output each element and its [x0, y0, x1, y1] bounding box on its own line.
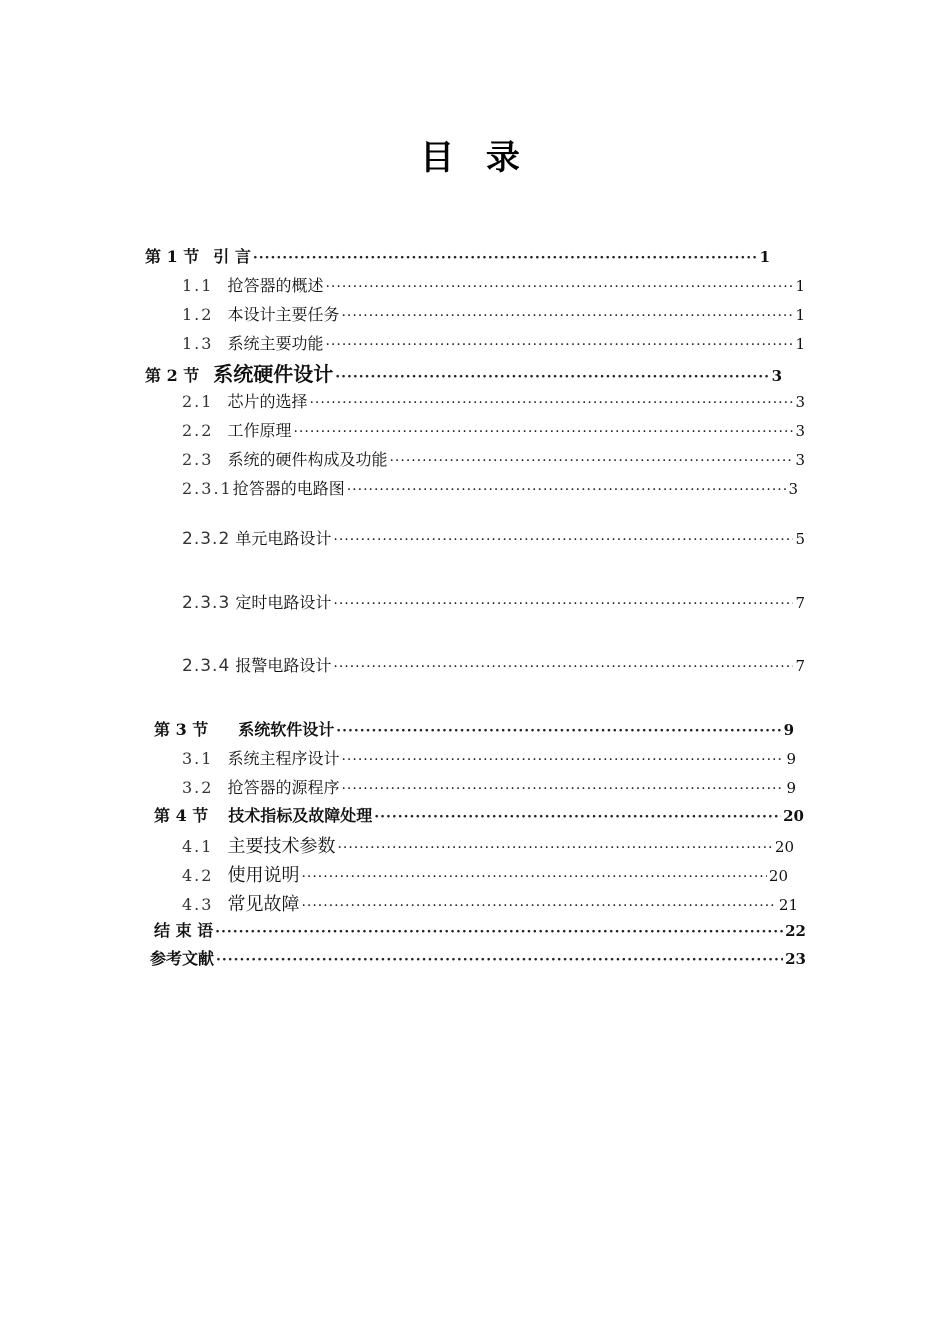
toc-entry-title: 单元电路设计	[235, 529, 332, 548]
toc-leader-dots	[333, 659, 793, 675]
toc-entry-title: 报警电路设计	[235, 656, 332, 675]
toc-entry-title: 使用说明	[227, 865, 300, 886]
toc-entry-2-3-3[interactable]	[182, 590, 805, 613]
toc-entry-section-1[interactable]	[145, 244, 770, 267]
toc-entry-section-4[interactable]	[154, 803, 804, 826]
toc-entry-title: 定时电路设计	[235, 593, 332, 612]
toc-entry-number: 第 3 节	[154, 720, 209, 739]
toc-leader-dots	[215, 924, 783, 940]
toc-entry-number: 3.2	[182, 778, 214, 797]
toc-entry-1-2[interactable]	[182, 302, 805, 325]
toc-entry-title: 系统软件设计	[238, 720, 335, 739]
toc-entry-number: 3.1	[182, 749, 214, 768]
toc-leader-dots	[341, 752, 784, 768]
toc-entry-4-1[interactable]	[182, 832, 794, 858]
toc-entry-page: 9	[786, 750, 796, 768]
toc-entry-number: 2.2	[182, 421, 214, 440]
toc-entry-page: 3	[795, 393, 805, 411]
toc-entry-title: 技术指标及故障处理	[228, 806, 373, 825]
toc-entry-references[interactable]	[150, 946, 806, 969]
toc-leader-dots	[341, 781, 784, 797]
toc-entry-title: 常见故障	[227, 894, 300, 915]
toc-entry-2-2[interactable]	[182, 418, 805, 441]
toc-entry-title: 引 言	[213, 247, 251, 266]
toc-entry-number: 4.2	[182, 866, 214, 885]
toc-entry-number: 2.3.2	[182, 529, 231, 549]
toc-leader-dots	[216, 952, 783, 968]
toc-entry-number: 第 1 节	[145, 247, 200, 266]
toc-entry-title: 工作原理	[227, 421, 292, 440]
toc-leader-dots	[325, 279, 793, 295]
toc-leader-dots	[374, 809, 781, 825]
toc-leader-dots	[333, 596, 793, 612]
toc-entry-page: 21	[778, 896, 798, 914]
toc-entry-title: 参考文献	[150, 949, 215, 968]
toc-leader-dots	[301, 869, 766, 885]
toc-entry-2-3[interactable]	[182, 447, 805, 470]
toc-entry-2-3-2[interactable]	[182, 526, 805, 549]
toc-entry-2-3-4[interactable]	[182, 653, 805, 676]
toc-entry-title: 结 束 语	[154, 921, 214, 940]
toc-leader-dots	[301, 898, 776, 914]
toc-entry-page: 7	[795, 657, 805, 675]
toc-entry-page: 1	[795, 306, 805, 324]
toc-leader-dots	[389, 453, 793, 469]
toc-leader-dots	[325, 337, 793, 353]
document-title: 目 录	[420, 138, 530, 178]
toc-leader-dots	[333, 532, 793, 548]
toc-entry-page: 20	[783, 807, 804, 825]
toc-entry-section-3[interactable]	[154, 717, 794, 740]
toc-leader-dots	[341, 308, 793, 324]
toc-entry-page: 3	[795, 422, 805, 440]
toc-entry-page: 1	[795, 277, 805, 295]
toc-entry-page: 9	[783, 721, 794, 739]
toc-entry-page: 7	[795, 594, 805, 612]
toc-entry-page: 3	[771, 367, 782, 385]
toc-entry-3-1[interactable]	[182, 746, 796, 769]
toc-leader-dots	[335, 369, 769, 385]
toc-entry-title: 系统主要功能	[227, 334, 324, 353]
toc-entry-1-3[interactable]	[182, 331, 805, 354]
toc-entry-3-2[interactable]	[182, 775, 796, 798]
toc-entry-2-1[interactable]	[182, 389, 805, 412]
toc-entry-page: 22	[785, 922, 806, 940]
toc-leader-dots	[293, 424, 793, 440]
toc-entry-number: 1.1	[182, 276, 214, 295]
toc-entry-title: 系统的硬件构成及功能	[227, 450, 388, 469]
toc-entry-number: 1.3	[182, 334, 214, 353]
toc-entry-page: 1	[759, 248, 770, 266]
toc-entry-number: 2.3	[182, 450, 214, 469]
toc-entry-page: 1	[795, 335, 805, 353]
toc-leader-dots	[337, 840, 772, 856]
toc-entry-number: 2.3.3	[182, 593, 231, 613]
toc-entry-2-3-1[interactable]	[182, 476, 798, 499]
toc-leader-dots	[253, 250, 758, 266]
toc-leader-dots	[347, 482, 787, 498]
toc-leader-dots	[309, 395, 793, 411]
toc-entry-number: 2.3.1	[182, 479, 233, 498]
toc-entry-title: 抢答器的电路图	[232, 479, 345, 498]
toc-entry-page: 9	[786, 779, 796, 797]
toc-entry-section-2[interactable]	[145, 358, 782, 387]
toc-entry-number: 4.3	[182, 895, 214, 914]
toc-entry-number: 2.1	[182, 392, 214, 411]
toc-entry-title: 主要技术参数	[227, 836, 336, 857]
toc-entry-page: 3	[788, 480, 798, 498]
toc-entry-4-3[interactable]	[182, 890, 798, 916]
toc-entry-1-1[interactable]	[182, 273, 805, 296]
toc-entry-title: 芯片的选择	[227, 392, 308, 411]
toc-entry-4-2[interactable]	[182, 861, 788, 887]
toc-entry-title: 系统主程序设计	[227, 749, 340, 768]
toc-entry-number: 2.3.4	[182, 656, 231, 676]
toc-entry-page: 23	[785, 950, 806, 968]
toc-entry-title: 系统硬件设计	[213, 362, 334, 386]
toc-entry-number: 1.2	[182, 305, 214, 324]
toc-entry-page: 3	[795, 451, 805, 469]
toc-entry-page: 5	[795, 530, 805, 548]
toc-entry-number: 4.1	[182, 837, 214, 856]
toc-entry-number: 第 4 节	[154, 806, 209, 825]
toc-entry-title: 抢答器的源程序	[227, 778, 340, 797]
toc-entry-number: 第 2 节	[145, 366, 200, 385]
toc-entry-page: 20	[768, 867, 788, 885]
toc-leader-dots	[336, 723, 781, 739]
toc-entry-title: 本设计主要任务	[227, 305, 340, 324]
toc-entry-conclusion[interactable]	[154, 918, 806, 941]
toc-entry-page: 20	[774, 838, 794, 856]
toc-entry-title: 抢答器的概述	[227, 276, 324, 295]
